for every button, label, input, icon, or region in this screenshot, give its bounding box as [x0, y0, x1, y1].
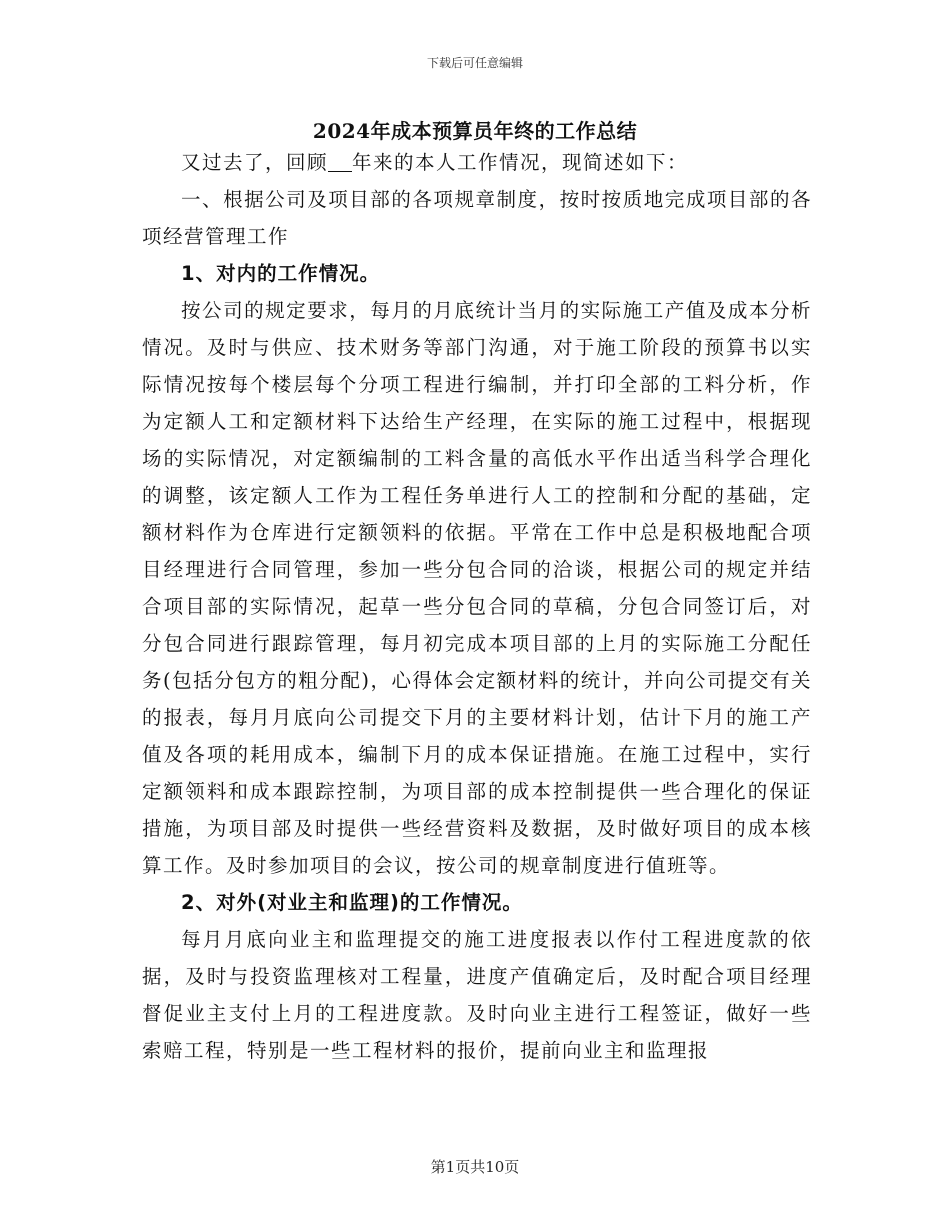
- page-number-footer: 第1页共10页: [430, 1158, 520, 1176]
- subsection-1-body: 按公司的规定要求，每月的月底统计当月的实际施工产值及成本分析情况。及时与供应、技术财务等部门沟通，对于施工阶段的预算书以实际情况按每个楼层每个分项工程进行编制，并打印全部的工料分析，作为定额人工和定额材料下达给生产经理，在实际的施工过程中，根据现场的实际情况，对定额编制的工料含量的高低水平作出适当科学合理化的调整，该定额人工作为工程任务单进行人工的控制和分配的基础，定额材料作为仓库进行定额领料的依据。平常在工作中总是积极地配合项目经理进行合同管理，参加一些分包合同的洽谈，根据公司的规定并结合项目部的实际情况，起草一些分包合同的草稿，分包合同签订后，对分包合同进行跟踪管理，每月初完成本项目部的上月的实际施工分配任务(包括分包方的粗分配)，心得体会定额材料的统计，并向公司提交有关的报表，每月月底向公司提交下月的主要材料计划，估计下月的施工产值及各项的耗用成本，编制下月的成本保证措施。在施工过程中，实行定额领料和成本跟踪控制，为项目部的成本控制提供一些合理化的保证措施，为项目部及时提供一些经营资料及数据，及时做好项目的成本核算工作。及时参加项目的会议，按公司的规章制度进行值班等。: [142, 299, 812, 877]
- subsection-2-heading: 2、对外(对业主和监理)的工作情况。: [181, 891, 523, 914]
- document-body: [142, 144, 812, 1069]
- document-title: 2024年成本预算员年终的工作总结: [312, 119, 638, 143]
- subsection-1-heading: 1、对内的工作情况。: [181, 262, 381, 285]
- fill-in-blank: [328, 152, 352, 173]
- intro-text-start: 又过去了，回顾: [181, 151, 329, 174]
- section-1-heading: 一、根据公司及项目部的各项规章制度，按时按质地完成项目部的各项经营管理工作: [142, 188, 812, 248]
- subsection-2-body: 每月月底向业主和监理提交的施工进度报表以作付工程进度款的依据，及时与投资监理核对工程量，进度产值确定后，及时配合项目经理督促业主支付上月的工程进度款。及时向业主进行工程签证，做好一些索赔工程，特别是一些工程材料的报价，提前向业主和监理报: [142, 928, 812, 1062]
- intro-text-end: 年来的本人工作情况，现简述如下：: [352, 151, 689, 174]
- intro-paragraph: [142, 144, 812, 181]
- header-note: 下载后可任意编辑: [426, 56, 523, 70]
